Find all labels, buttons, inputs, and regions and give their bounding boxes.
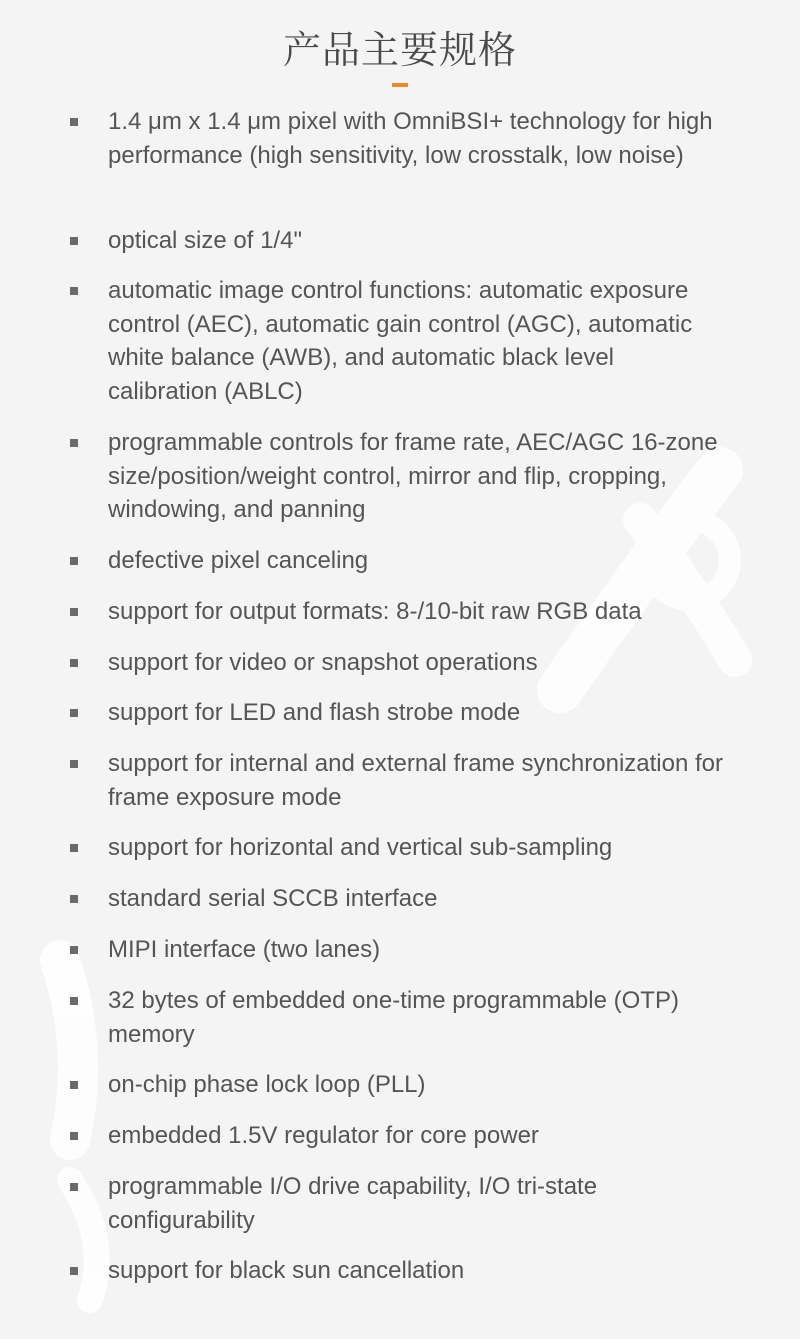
spec-text: MIPI interface (two lanes) [108, 936, 381, 963]
bullet-icon [70, 709, 78, 717]
list-item [70, 933, 730, 967]
list-item [70, 747, 730, 814]
list-item [70, 544, 730, 578]
bullet-icon [70, 557, 78, 565]
list-item [70, 105, 730, 172]
list-item [70, 1254, 730, 1288]
spec-text: 32 bytes of embedded one-time programmable (OTP) memory [108, 987, 679, 1048]
spec-text: embedded 1.5V regulator for core power [108, 1122, 539, 1149]
list-item [70, 696, 730, 730]
spec-text: on-chip phase lock loop (PLL) [108, 1071, 426, 1098]
bullet-icon [70, 1183, 78, 1191]
list-item [70, 274, 730, 408]
spec-text: optical size of 1/4" [108, 227, 302, 254]
bullet-icon [70, 439, 78, 447]
spec-text: programmable I/O drive capability, I/O tri-state configurability [108, 1173, 598, 1234]
list-item [70, 426, 730, 527]
list-item [70, 1119, 730, 1153]
bullet-icon [70, 659, 78, 667]
list-item [70, 646, 730, 680]
spec-text: support for black sun cancellation [108, 1257, 465, 1284]
bullet-icon [70, 946, 78, 954]
bullet-icon [70, 895, 78, 903]
spec-text: support for LED and flash strobe mode [108, 699, 521, 726]
spec-text: defective pixel canceling [108, 547, 369, 574]
bullet-icon [70, 1267, 78, 1275]
spec-text: support for horizontal and vertical sub-sampling [108, 834, 613, 861]
list-item [70, 595, 730, 629]
spec-text: programmable controls for frame rate, AEC/AGC 16-zone size/position/weight control, mirror and flip, cropping, windowing, and panning [108, 429, 718, 523]
spec-text: support for output formats: 8-/10-bit raw RGB data [108, 598, 642, 625]
bullet-icon [70, 997, 78, 1005]
list-item [70, 1170, 730, 1237]
bullet-icon [70, 1132, 78, 1140]
bullet-icon [70, 118, 78, 126]
list-item [70, 224, 730, 258]
spec-text: support for internal and external frame synchronization for frame exposure mode [108, 750, 723, 811]
spec-text: standard serial SCCB interface [108, 885, 438, 912]
title-accent-bar [392, 83, 408, 87]
bullet-icon [70, 1081, 78, 1089]
spec-text: automatic image control functions: automatic exposure control (AEC), automatic gain control (AGC), automatic white balance (AWB), and automatic black level calibration (ABLC) [108, 277, 693, 405]
list-item [70, 882, 730, 916]
bullet-icon [70, 608, 78, 616]
list-item [70, 831, 730, 865]
bullet-icon [70, 844, 78, 852]
bullet-icon [70, 287, 78, 295]
bullet-icon [70, 237, 78, 245]
spec-text: 1.4 μm x 1.4 μm pixel with OmniBSI+ technology for high performance (high sensitivity, low crosstalk, low noise) [108, 108, 713, 169]
spec-text: support for video or snapshot operations [108, 649, 538, 676]
list-item [70, 984, 730, 1051]
page-title: 产品主要规格 [282, 28, 517, 72]
bullet-icon [70, 760, 78, 768]
list-item [70, 1068, 730, 1102]
